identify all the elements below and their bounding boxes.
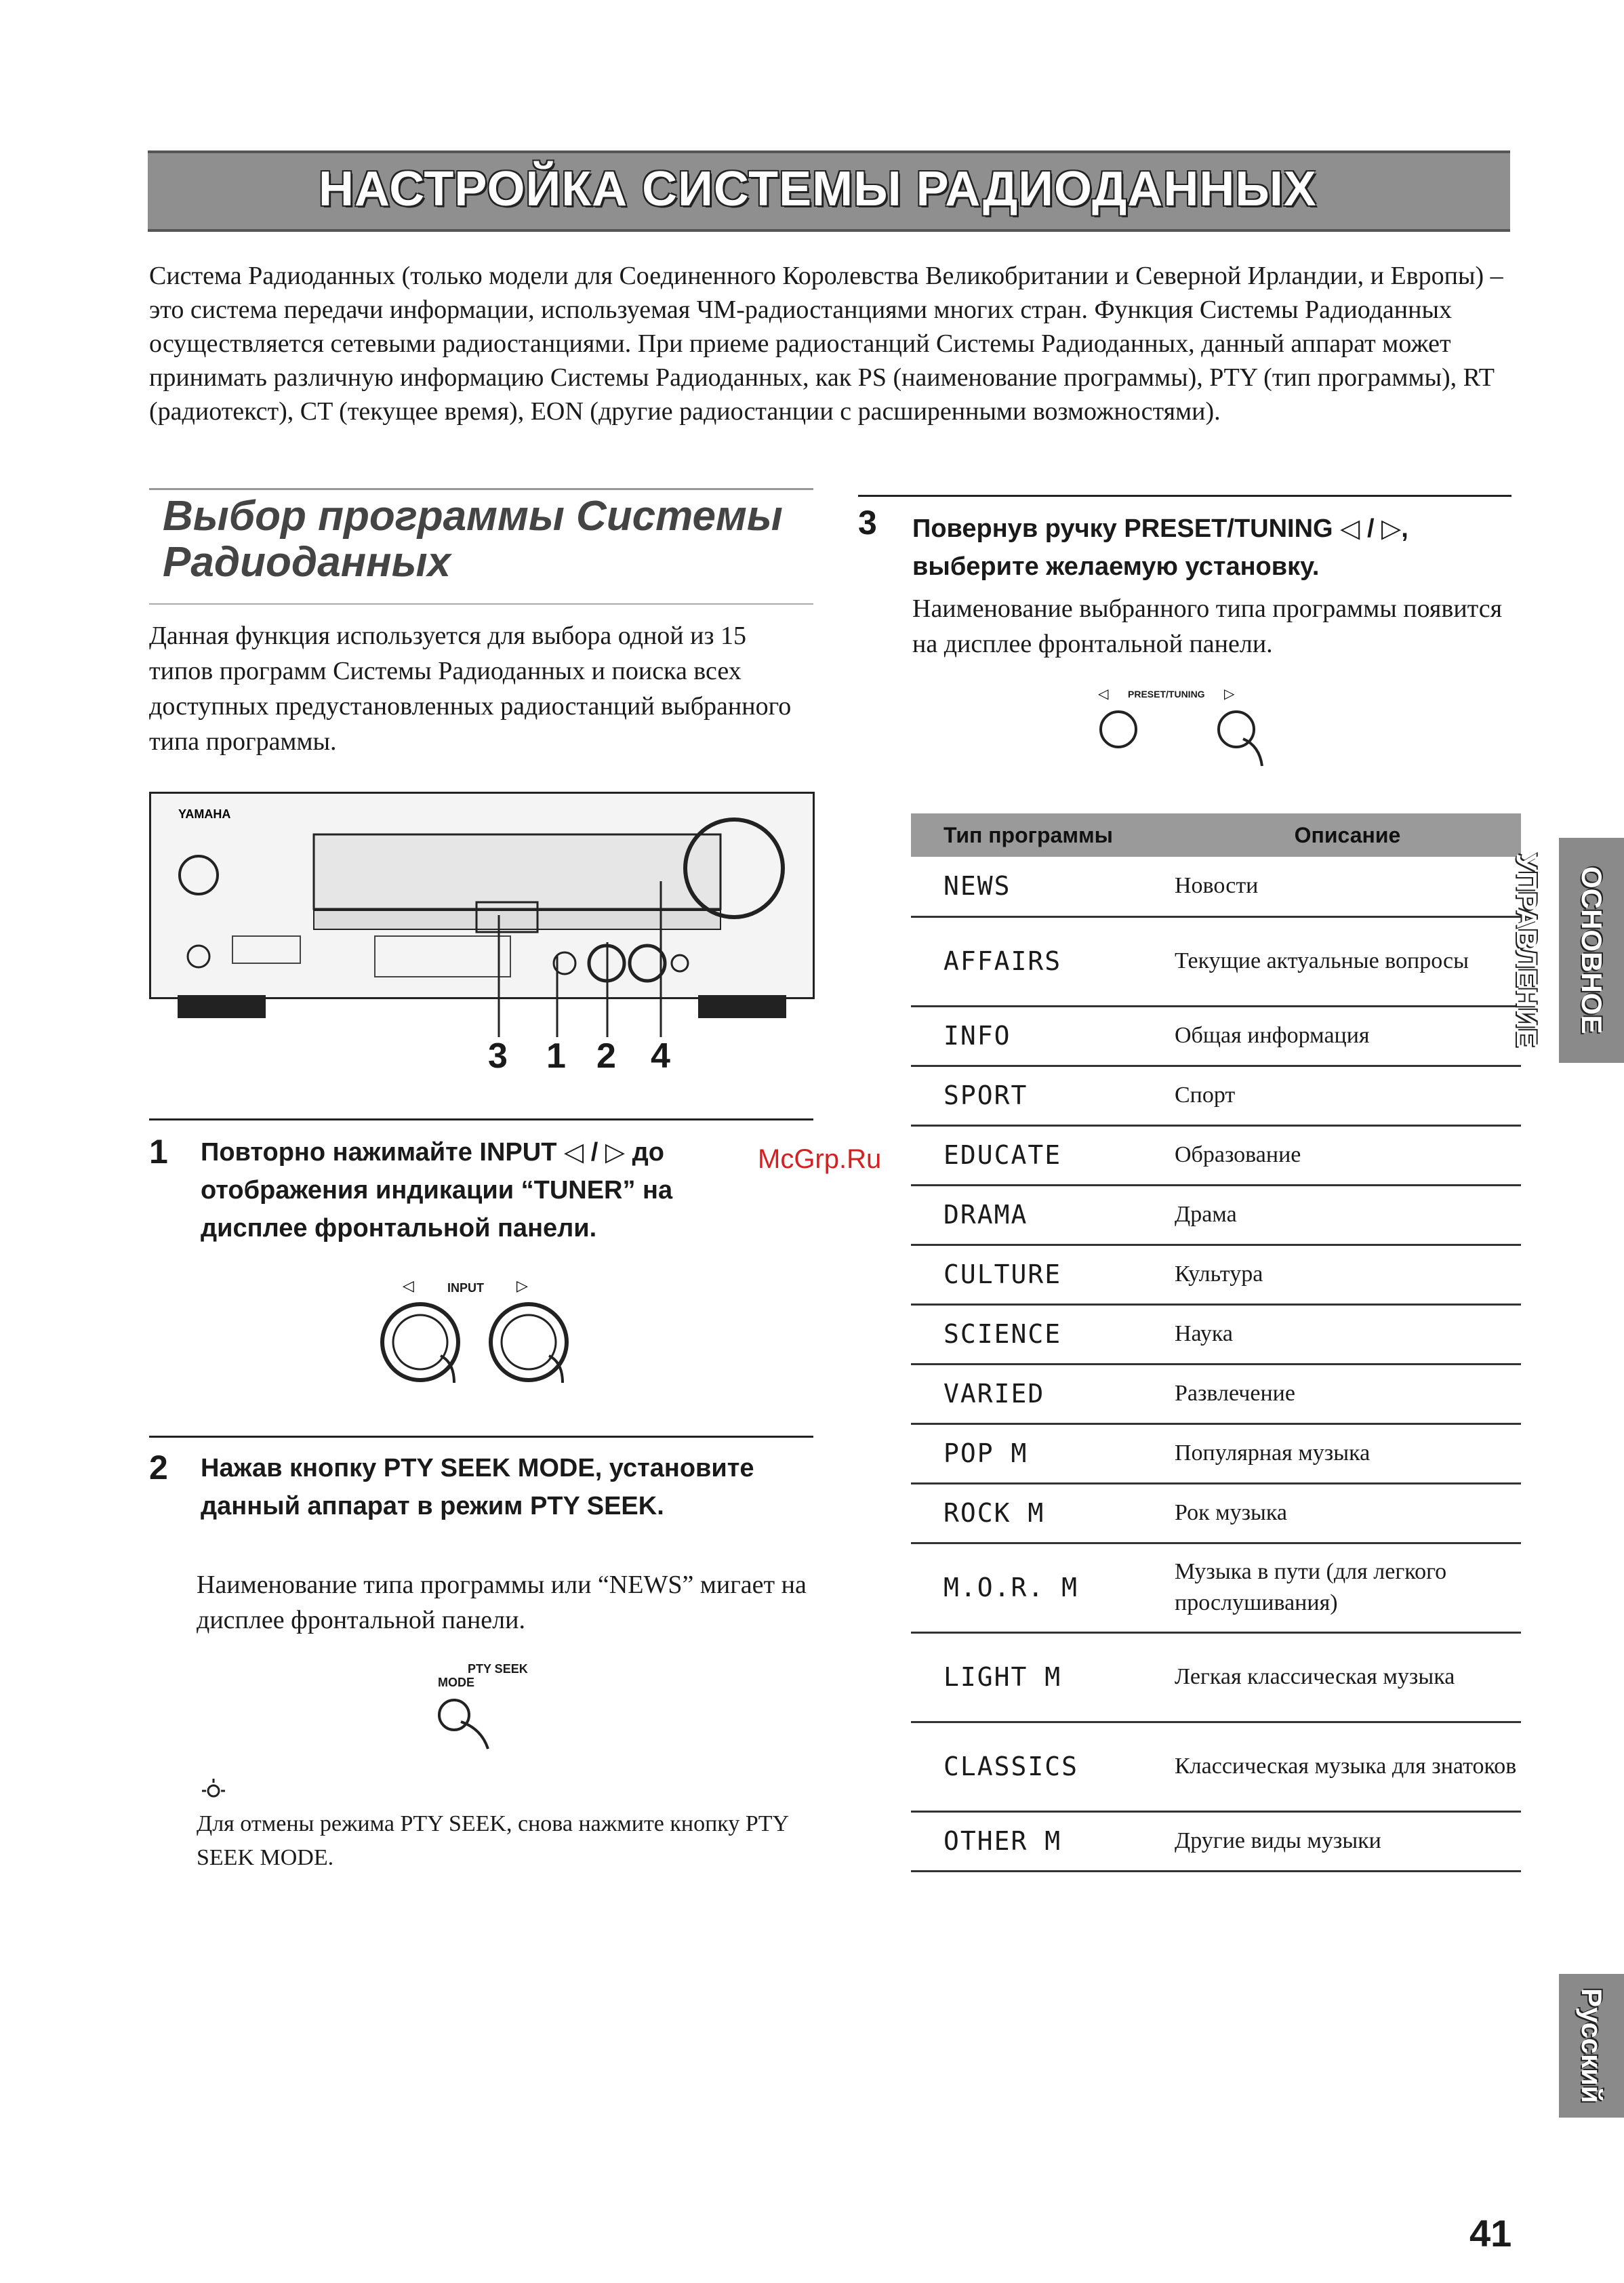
table-row [911,1543,1521,1632]
program-description: Новости [1175,857,1521,916]
table-row [911,1364,1521,1423]
pty-seek-button-icon [439,1700,469,1730]
preset-tuning-label: PRESET/TUNING [1128,689,1205,700]
program-code: OTHER M [911,1811,1175,1871]
step-3-number: 3 [858,504,877,542]
mode-label: MODE [438,1676,474,1689]
table-body [911,857,1521,1871]
watermark: McGrp.Ru [758,1144,882,1174]
program-code: SCIENCE [911,1304,1175,1364]
program-description: Музыка в пути (для легкого прослушивания) [1175,1543,1521,1632]
headphone-jack [188,946,209,967]
step-1-number: 1 [149,1133,168,1171]
program-description: Культура [1175,1245,1521,1304]
program-description: Образование [1175,1125,1521,1185]
callout-2: 2 [596,1036,616,1076]
program-description: Драма [1175,1185,1521,1245]
input-button-label: INPUT [447,1281,484,1295]
header-program-type: Тип программы [911,813,1175,857]
program-type-table [911,813,1521,1872]
page-number: 41 [1469,2212,1512,2255]
program-code: POP M [911,1423,1175,1483]
table-row [911,1066,1521,1125]
right-arrow-icon: ▷ [516,1278,528,1295]
pty-seek-button-illustration [434,1688,515,1756]
brand-label: YAMAHA [178,807,231,821]
table-row [911,916,1521,1006]
program-code: DRAMA [911,1185,1175,1245]
preset-left-button-icon [1101,712,1136,747]
step-2-heading: Нажав кнопку PTY SEEK MODE, установите данный аппарат в режим PTY SEEK. [201,1454,754,1520]
side-tab-basic-operation: ОСНОВНОЕ УПРАВЛЕНИЕ [1559,838,1624,1063]
callout-4: 4 [651,1036,670,1076]
program-code: CLASSICS [911,1722,1175,1811]
step-2-rule [149,1436,813,1438]
table-row [911,1006,1521,1066]
table-row [911,1125,1521,1185]
table-row [911,1423,1521,1483]
table-header-row [911,813,1521,857]
callout-3: 3 [488,1036,508,1076]
table-row [911,1722,1521,1811]
step-2-number: 2 [149,1449,168,1487]
control-group [232,936,300,963]
step-1-heading: Повторно нажимайте INPUT ◁ / ▷ до отображения индикации “TUNER” на дисплее фронтальной панели. [201,1138,673,1242]
table-row [911,1245,1521,1304]
program-code: NEWS [911,857,1175,916]
program-code: ROCK M [911,1483,1175,1543]
input-buttons-illustration [366,1274,583,1396]
page-title: НАСТРОЙКА СИСТЕМЫ РАДИОДАННЫХ [319,162,1317,216]
program-description: Развлечение [1175,1364,1521,1423]
program-code: AFFAIRS [911,916,1175,1006]
program-description: Классическая музыка для знатоков [1175,1722,1521,1811]
table-row [911,857,1521,916]
program-description: Рок музыка [1175,1483,1521,1543]
section-title-line2: Радиоданных [163,539,451,586]
table-row [911,1483,1521,1543]
program-description: Популярная музыка [1175,1423,1521,1483]
table-row [911,1811,1521,1871]
left-arrow-icon: ◁ [403,1278,414,1295]
header-description: Описание [1175,813,1521,857]
side-tab-language: Русский [1559,1974,1624,2118]
left-arrow-icon: ◁ [1098,685,1109,702]
section-title-line1: Выбор программы Системы [163,493,783,540]
step-3-text: Наименование выбранного типа программы появится на дисплее фронтальной панели. [912,594,1503,658]
tip-text: Для отмены режима PTY SEEK, снова нажмите кнопку PTY SEEK MODE. [197,1811,788,1870]
program-description: Общая информация [1175,1006,1521,1066]
table-row [911,1185,1521,1245]
receiver-foot-right [698,995,786,1018]
callout-1: 1 [546,1036,566,1076]
program-description: Наука [1175,1304,1521,1364]
step-2-text: Наименование типа программы или “NEWS” мигает на дисплее фронтальной панели. [197,1571,807,1634]
intro-paragraph [149,259,1505,428]
step-3-heading: Повернув ручку PRESET/TUNING ◁ / ▷, выберите желаемую установку. [912,514,1408,581]
program-code: EDUCATE [911,1125,1175,1185]
section-rule-bottom [149,603,813,605]
section-rule-top [149,488,813,490]
program-code: VARIED [911,1364,1175,1423]
right-arrow-icon: ▷ [1224,685,1235,702]
program-code: SPORT [911,1066,1175,1125]
power-knob [180,856,218,894]
program-code: LIGHT M [911,1632,1175,1722]
program-code: CULTURE [911,1245,1175,1304]
table-row [911,1632,1521,1722]
section-text: Данная функция используется для выбора одной из 15 типов программ Системы Радиоданных и поиска всех доступных предустановленных радиостанций выбранного типа программы. [149,622,792,756]
receiver-foot-left [178,995,266,1018]
program-description: Другие виды музыки [1175,1811,1521,1871]
tip-icon [197,1776,230,1803]
preset-tuning-illustration [1084,685,1288,773]
pty-seek-label: PTY SEEK [468,1662,528,1676]
table-row [911,1304,1521,1364]
callout-lines [474,874,678,1051]
intro-text: Система Радиоданных (только модели для Соединенного Королевства Великобритании и Северной Ирландии, и Европы) – это система передачи информации, используемая ЧМ-радиостанциями многих стран. Функция Системы Радиоданных осуществляется сетевыми радиостанциями. При приеме радиостанций Системы Радиоданных, данный аппарат может принимать различную информацию Системы Радиоданных, как PS (наименование программы), PTY (тип программы), RT (радиотекст), CT (текущее время), EON (другие радиостанции с расширенными возможностями). [149,262,1503,426]
section-title [163,493,783,586]
program-code: INFO [911,1006,1175,1066]
program-description: Спорт [1175,1066,1521,1125]
step-3-rule [858,495,1511,497]
step-1-rule [149,1118,813,1120]
program-description: Легкая классическая музыка [1175,1632,1521,1722]
program-description: Текущие актуальные вопросы [1175,916,1521,1006]
program-code: M.O.R. M [911,1543,1175,1632]
